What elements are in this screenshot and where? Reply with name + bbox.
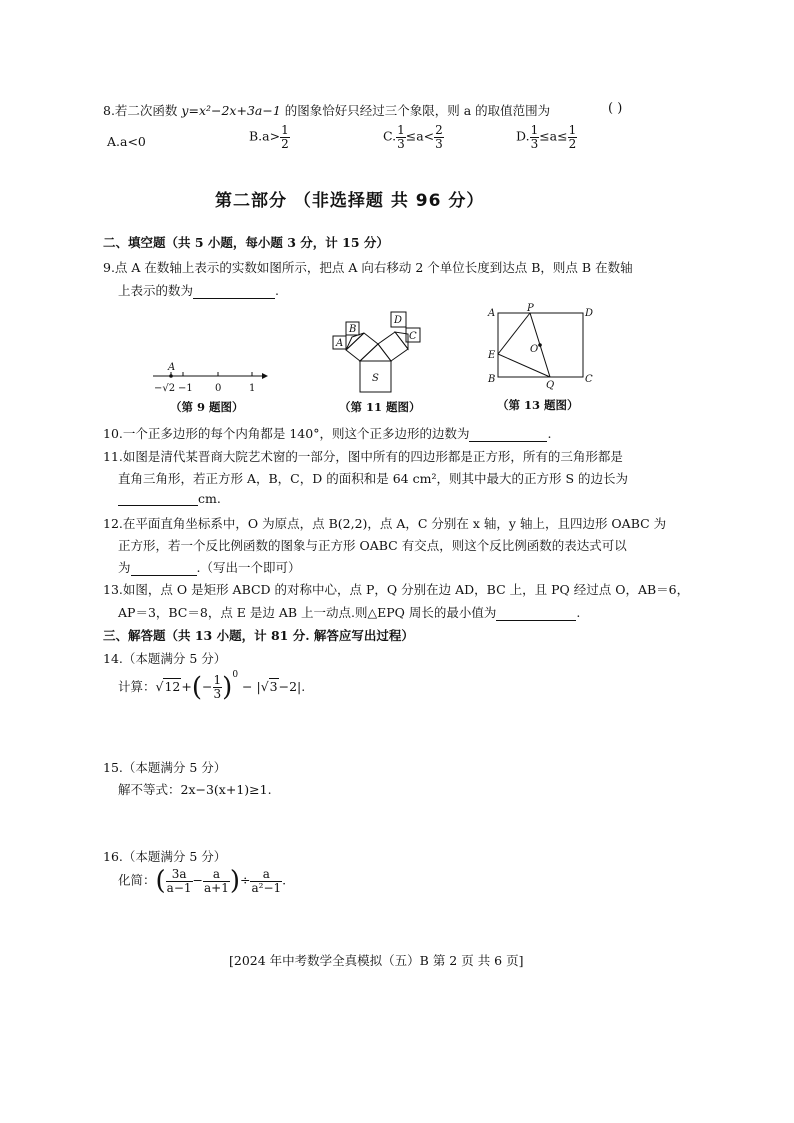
q8-option-c [383, 124, 444, 150]
q13-line1: 13.如图，点 O 是矩形 ABCD 的对称中心，点 P，Q 分别在边 AD，BC 上，且 PQ 经过点 O，AB＝6， [103, 582, 690, 597]
fig13-segment-pe [498, 313, 530, 354]
q8-c-prefix: C. [383, 128, 397, 144]
fig9-tick-label-neg-sqrt2: −√2 [154, 383, 176, 394]
fig13-label-b: B [488, 374, 496, 385]
q10-text: 10.一个正多边形的每个内角都是 140°，则这个正多边形的边数为 [103, 426, 470, 441]
q8-c-num2: 2 [435, 123, 443, 137]
q8-d-num1: 1 [530, 123, 539, 137]
fig13-label-a: A [488, 308, 496, 319]
fig13-label-c: C [585, 374, 593, 385]
q8-c-frac2 [434, 124, 444, 150]
fig13-label-q: Q [546, 380, 555, 391]
q8-b-prefix: B.a> [249, 128, 281, 144]
q8-stem [103, 101, 550, 119]
q8-c-num1: 1 [397, 123, 405, 137]
q15-header: 15.（本题满分 5 分） [103, 760, 227, 775]
fig13-caption: （第 13 题图） [497, 398, 579, 412]
q9-line2-text: 上表示的数为 [118, 283, 194, 298]
fig13-rectangle-figure [484, 302, 596, 392]
q16-d2: a+1 [204, 880, 229, 895]
q8-d-frac1 [530, 124, 540, 150]
fig13-label-e: E [488, 350, 496, 361]
q8-d-den2: 2 [568, 136, 577, 151]
fig13-point-o [538, 343, 542, 347]
q10 [103, 424, 551, 442]
section3-heading: 三、解答题（共 13 小题，计 81 分. 解答应写出过程） [103, 628, 414, 643]
q11-line1: 11.如图是清代某晋商大院艺术窗的一部分，图中所有的四边形都是正方形，所有的三角形都是 [103, 449, 623, 464]
q16-tail: . [282, 872, 287, 888]
q14-sqrt12: √12 [155, 679, 181, 694]
q14-exponent: 0 [232, 670, 239, 680]
q16-frac2 [203, 868, 230, 894]
q8-formula: y=x²−2x+3a−1 [181, 103, 281, 118]
q8-text-a: 8.若二次函数 [103, 103, 182, 118]
q12-line3-b: .（写出一个即可） [196, 560, 301, 575]
q11-line2: 直角三角形，若正方形 A，B，C，D 的面积和是 64 cm²，则其中最大的正方形 S 的边长为 [118, 471, 628, 486]
q14-expression [118, 670, 305, 703]
q8-d-mid: ≤a≤ [539, 128, 568, 144]
q14-prefix: 计算： [118, 679, 156, 694]
q16-n1: 3a [166, 868, 193, 882]
q16-prefix: 化简： [118, 872, 156, 888]
fig9-caption: （第 9 题图） [170, 400, 244, 414]
q8-b-num: 1 [281, 123, 289, 137]
q14-fraction [213, 674, 223, 700]
fig11-label-b: B [349, 324, 357, 335]
fig11-square-right [378, 332, 408, 361]
q14-sqrt3: √3 [260, 679, 278, 694]
fig9-label-a: A [168, 362, 176, 373]
fig11-label-s: S [372, 373, 379, 384]
fig11-caption: （第 11 题图） [339, 400, 421, 414]
fig11-pythagoras-figure [326, 306, 426, 396]
q16-frac3 [250, 868, 282, 894]
q8-d-den1: 3 [530, 136, 539, 151]
q8-c-mid: ≤a< [405, 128, 435, 144]
q10-tail: . [547, 426, 552, 441]
q12-line3-a: 为 [118, 560, 131, 575]
q8-text-b: 的图象恰好只经过三个象限，则 a 的取值范围为 [280, 103, 551, 118]
fig11-label-c: C [409, 331, 417, 342]
fig11-triangle-left [346, 333, 364, 350]
q12-answer-blank[interactable] [131, 561, 197, 576]
fig9-tick-label-0: 0 [215, 383, 222, 394]
fig9-point-a [169, 374, 173, 378]
q8-option-d [516, 124, 577, 150]
q8-option-b [249, 124, 290, 150]
q16-d3: a²−1 [251, 880, 282, 895]
q16-frac1 [166, 868, 193, 894]
fig13-label-o: O [530, 344, 539, 355]
q14-header: 14.（本题满分 5 分） [103, 651, 227, 666]
q14-num: 1 [213, 673, 222, 688]
fig11-label-a: A [336, 338, 344, 349]
q9-line2 [118, 281, 279, 299]
q8-c-den1: 3 [397, 136, 405, 151]
q16-n2: a [203, 868, 230, 882]
fig11-square-left [346, 333, 378, 361]
q14-sqrt3-radicand: 3 [269, 679, 278, 694]
q8-option-a: A.a<0 [107, 134, 146, 149]
fig13-label-d: D [585, 308, 594, 319]
q9-line1: 9.点 A 在数轴上表示的实数如图所示，把点 A 向右移动 2 个单位长度到达点 B，则点 B 在数轴 [103, 260, 633, 275]
q14-paren-close: ) [222, 672, 233, 703]
q16-header: 16.（本题满分 5 分） [103, 849, 227, 864]
fig13-segment-eq [498, 354, 550, 377]
q16-paren-close: ) [229, 866, 240, 896]
q9-tail: . [275, 283, 279, 298]
q13-line2 [118, 603, 580, 621]
fig9-arrow [262, 373, 268, 379]
q8-answer-paren: ( ) [608, 101, 623, 116]
q8-d-num2: 1 [568, 123, 577, 137]
q13-line2-text: AP＝3，BC＝8，点 E 是边 AB 上一动点.则△EPQ 周长的最小值为 [118, 605, 497, 620]
q8-d-frac2 [568, 124, 578, 150]
q16-expression [118, 866, 286, 896]
page-footer: [2024 年中考数学全真模拟（五）B 第 2 页 共 6 页] [229, 953, 524, 968]
q12-line3 [118, 558, 301, 576]
q15-text: 解不等式：2x−3(x+1)≥1. [118, 782, 272, 797]
q12-line2: 正方形，若一个反比例函数的图象与正方形 OABC 有交点，则这个反比例函数的表达式可以 [118, 538, 627, 553]
q8-c-den2: 3 [435, 136, 443, 151]
q14-minus-sign: − [202, 679, 213, 694]
q11-answer-blank[interactable] [118, 491, 198, 506]
q14-sqrt12-radicand: 12 [164, 679, 181, 694]
q14-abs-prefix: − | [238, 679, 261, 694]
q16-n3: a [250, 868, 282, 882]
q13-tail: . [576, 605, 581, 620]
q14-plus: + [181, 679, 192, 694]
q8-c-frac1 [396, 124, 406, 150]
fig9-tick-label-1: 1 [249, 383, 256, 394]
q12-line1: 12.在平面直角坐标系中，O 为原点，点 B(2,2)，点 A，C 分别在 x 轴，y 轴上，且四边形 OABC 为 [103, 516, 667, 531]
q8-b-den: 2 [281, 136, 289, 151]
q16-d1: a−1 [166, 880, 192, 895]
q14-abs-suffix: −2|. [278, 679, 306, 694]
q14-den: 3 [213, 687, 222, 701]
q8-b-fraction [280, 124, 290, 150]
q14-paren-open: ( [191, 672, 203, 703]
q11-tail: cm. [198, 491, 221, 506]
q16-div: ÷ [240, 872, 251, 888]
fig13-label-p: P [527, 303, 534, 314]
section2-heading: 二、填空题（共 5 小题，每小题 3 分，计 15 分） [103, 235, 389, 250]
q9-answer-blank[interactable] [193, 284, 275, 299]
part2-title: 第二部分 （非选择题 共 96 分） [215, 191, 485, 211]
q16-minus: − [192, 872, 203, 888]
q8-d-prefix: D. [516, 128, 530, 144]
fig9-number-line [150, 358, 270, 398]
fig9-tick-label-neg1: −1 [178, 383, 193, 394]
q13-answer-blank[interactable] [496, 606, 576, 621]
q10-answer-blank[interactable] [469, 427, 547, 442]
fig11-label-d: D [394, 315, 403, 326]
q11-line3 [118, 491, 221, 506]
q16-paren-open: ( [155, 866, 166, 896]
